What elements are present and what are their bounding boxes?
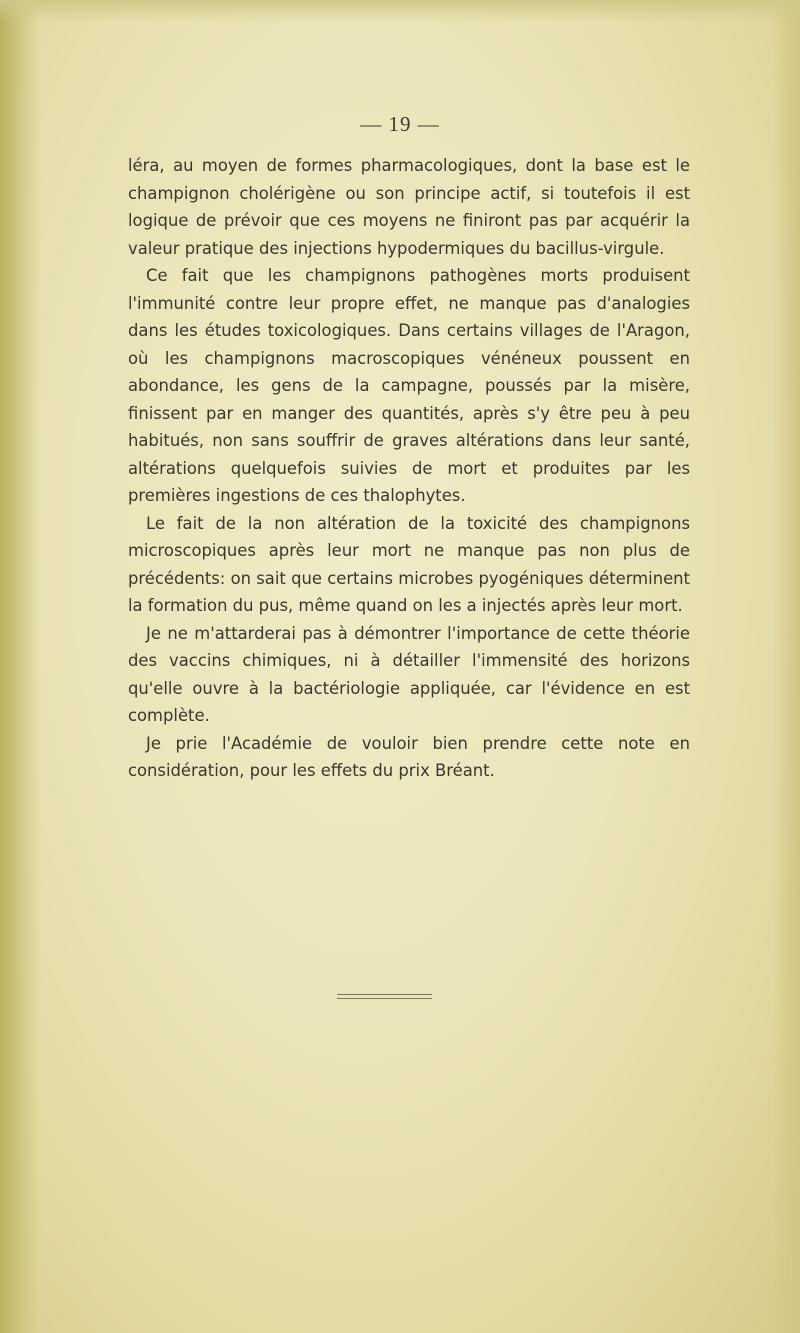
end-rule-line [337,998,432,999]
page-edge-shadow-right [772,0,800,1333]
body-text [128,152,690,785]
end-rule-ornament [337,994,432,1000]
paragraph-1: léra, au moyen de formes pharmacologiques, dont la base est le champignon cholérigène ou son principe actif, si toutefois il est logique de prévoir que ces moyens ne finiront pas par acquérir la valeur pratique des injections hypodermiques du bacillus-virgule. [128,156,690,258]
page-number: — 19 — [360,112,440,136]
paragraph-3: Le fait de la non altération de la toxicité des champignons microscopiques après leur mort ne manque pas non plus de précédents: on sait que certains microbes pyogéniques déterminent la formation du pus, même quand on les a injectés après leur mort. [128,513,690,615]
paragraph-5: Je prie l'Académie de vouloir bien prendre cette note en considération, pour les effets du prix Bréant. [128,733,690,780]
paragraph-2: Ce fait que les champignons pathogènes morts produisent l'immunité contre leur propre effet, ne manque pas d'analogies dans les études toxicologiques. Dans certains villages de l'Aragon, où les champignons macroscopiques vénéneux poussent en abondance, les gens de la campagne, poussés par la misère, finissent par en manger des quantités, après s'y être peu à peu habitués, non sans souffrir de graves altérations dans leur santé, altérations quelquefois suivies de mort et produites par les premières ingestions de ces thalophytes. [128,266,690,505]
end-rule-line [337,994,432,995]
page-edge-shadow-top [0,0,800,22]
page-edge-shadow-left [0,0,40,1333]
paragraph-4: Je ne m'attarderai pas à démontrer l'importance de cette théorie des vaccins chimiques, ni à détailler l'immensité des horizons qu'elle ouvre à la bactériologie appliquée, car l'évidence en est complète. [128,623,690,725]
